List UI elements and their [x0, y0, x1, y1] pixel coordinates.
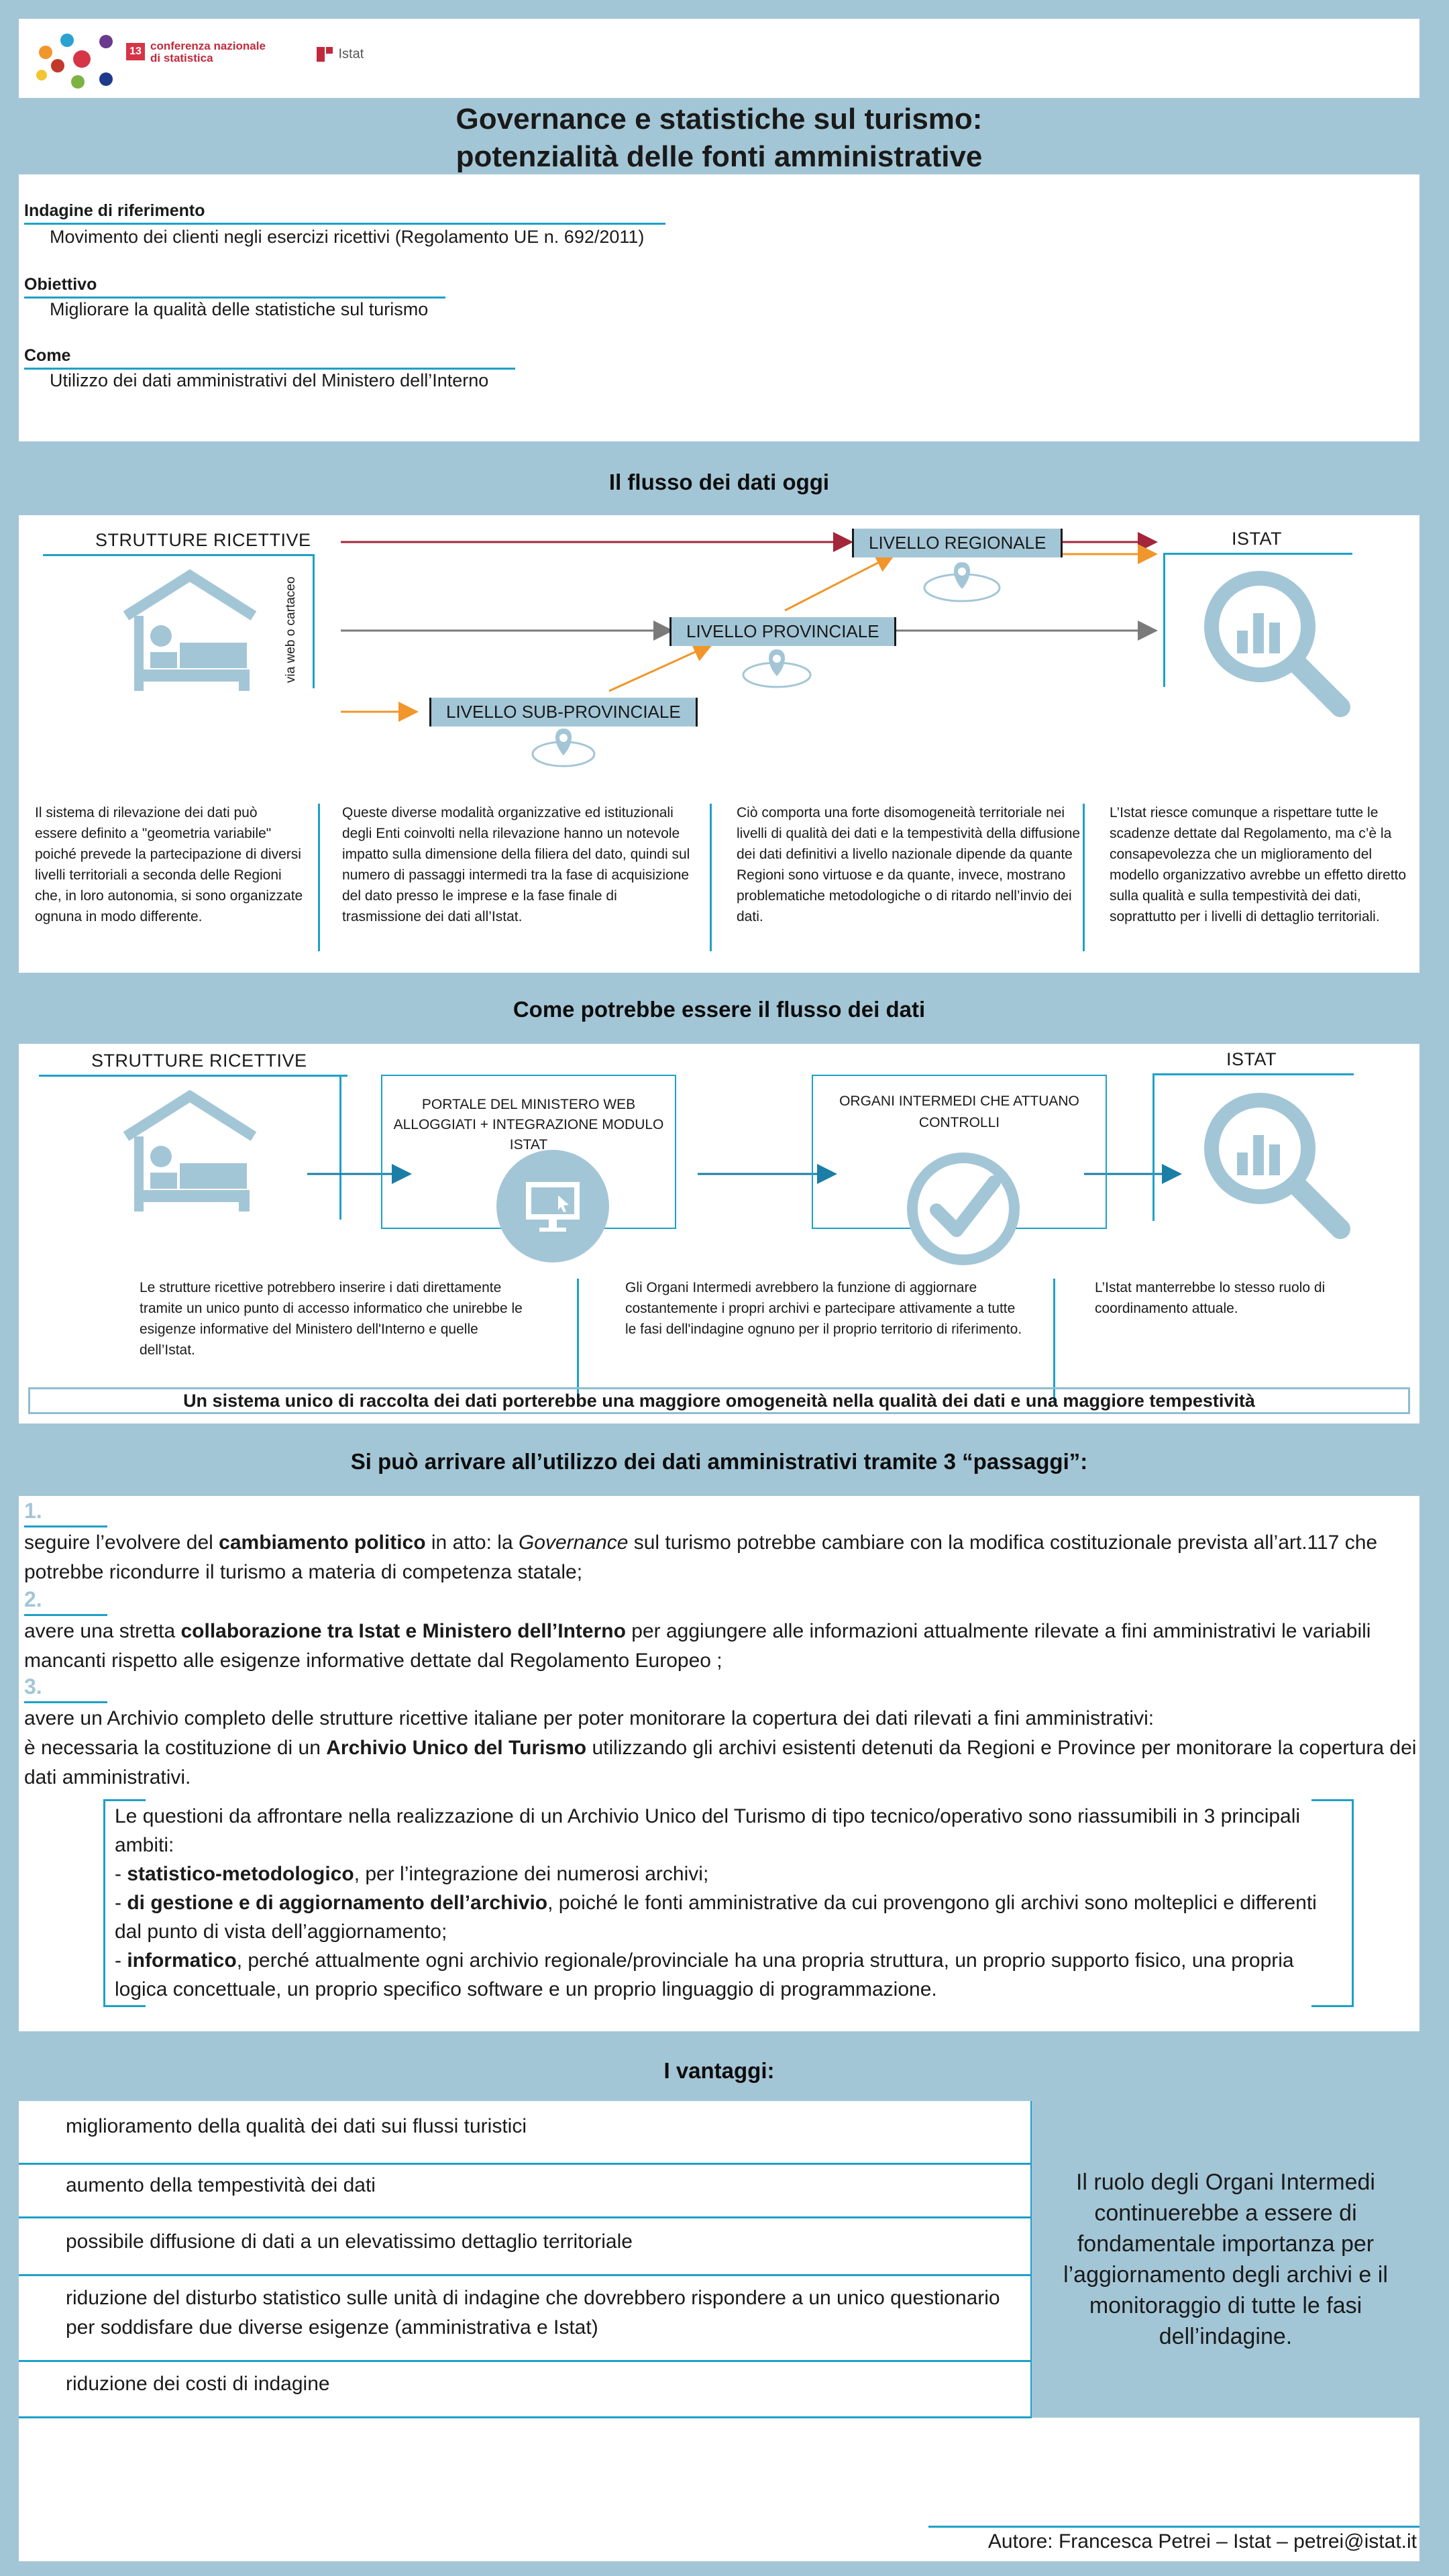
archive-box-bottom-left [105, 2005, 146, 2007]
advantages-panel [19, 2101, 1419, 2561]
magnifier-chart-icon-future [1199, 1088, 1354, 1242]
conference-logo-icon [32, 27, 126, 91]
advantage-item-1: miglioramento della qualità dei dati sui flussi turistici [66, 2115, 527, 2137]
flow-today-strutture-label: STRUTTURE RICETTIVE [95, 530, 311, 550]
computer-circle-icon [495, 1148, 610, 1264]
step-3-text-b3: utilizzando gli archivi esistenti detenuti da Regioni e Province per monitorare la copertura dei dati amministrativi. [24, 1737, 1417, 1788]
archive-box-item-3-rest: , perché attualmente ogni archivio regionale/provinciale ha una propria struttura, un proprio supporto fisico, una propria logica concettuale, un proprio specifico software e un proprio linguaggio di programmazione. [115, 1949, 1294, 2000]
intro-label-come: Come [24, 346, 71, 365]
step-1-number: 1. [24, 1499, 42, 1523]
flow-today-col-3: Ciò comporta una forte disomogeneità territoriale nei livelli di qualità dei dati e la tempestività della diffusione dei dati definitivi a livello nazionale dipende da quante Regioni sono virtuose e da quante, invece, mostrano problematiche metodologiche o di ritardo nell’invio dei dati. [737, 805, 1081, 924]
flow-future-divider-1 [577, 1279, 579, 1403]
step-1-text [24, 1528, 1418, 1587]
advantage-sep-4 [19, 2360, 1032, 2362]
archive-box-item-2-rest: , poiché le fonti amministrative da cui provengono gli archivi sono molteplici e differenti dal punto di vista dell’aggiornamento; [115, 1892, 1317, 1943]
header-bar [19, 19, 1419, 98]
flow-future-conclusion: Un sistema unico di raccolta dei dati porterebbe una maggiore omogeneità nella qualità dei dati e una maggiore tempestività [28, 1387, 1410, 1414]
step-2-text [24, 1617, 1418, 1676]
flow-future-col-3: L’Istat manterrebbe lo stesso ruolo di coordinamento attuale. [1095, 1280, 1326, 1316]
conference-number: 13 [126, 43, 145, 60]
livello-regionale-label: LIVELLO REGIONALE [852, 529, 1063, 557]
flow-today-istat-vline [1163, 553, 1165, 687]
advantage-sep-3 [19, 2274, 1032, 2276]
location-pin-icon-subprovinciale [523, 723, 604, 770]
flow-future-divider-2 [1053, 1279, 1055, 1403]
archive-box-item-3-bold: informatico [127, 1949, 237, 1972]
archive-box-bottom-right [1311, 2005, 1352, 2007]
archive-box-top-right [1311, 1799, 1352, 1801]
intro-panel [19, 174, 1419, 441]
step-2-text-a: avere una stretta [24, 1620, 181, 1642]
step-3-line [24, 1701, 107, 1703]
advantages-side-note-text: Il ruolo degli Organi Intermedi continuerebbe a essere di fondamentale importanza per l’aggiornamento degli archivi e il monitoraggio di tutte le fasi dell’indagine. [1063, 2169, 1388, 2349]
step-1-text-a: seguire l’evolvere del [24, 1532, 219, 1554]
step-1-text-e: sul turismo potrebbe cambiare con la modifica costituzionale prevista all’art.117 che potrebbe ricondurre il turismo a materia di competenza statale; [24, 1532, 1378, 1583]
archive-box-intro: Le questioni da affrontare nella realizzazione di un Archivio Unico del Turismo di tipo tecnico/operativo sono riassumibili in 3 principali ambiti: [115, 1805, 1301, 1856]
magnifier-chart-icon [1199, 566, 1354, 720]
archive-box-item-3 [115, 1946, 1342, 2004]
steps-panel [19, 1496, 1419, 2031]
advantage-item-2: aumento della tempestività dei dati [66, 2174, 376, 2196]
archive-box-item-1-rest: , per l’integrazione dei numerosi archivi; [354, 1863, 709, 1885]
page-title [19, 101, 1419, 176]
step-1-text-b: cambiamento politico [219, 1532, 426, 1554]
archive-box-item-2-bold: di gestione e di aggiornamento dell’archivio [127, 1892, 548, 1914]
flow-future-title: Come potrebbe essere il flusso dei dati [513, 997, 926, 1022]
istat-logo-icon [315, 44, 335, 64]
checkmark-circle-icon [906, 1151, 1021, 1267]
archive-box-dash-3: - [115, 1949, 127, 1972]
step-3-number: 3. [24, 1674, 42, 1699]
archive-box-item-2 [115, 1888, 1342, 1946]
step-1-text-d: Governance [518, 1532, 629, 1554]
archive-box-item-1 [115, 1860, 1342, 1888]
flow-today-col-4: L’Istat riesce comunque a rispettare tutte le scadenze dettate dal Regolamento, ma c’è la consapevolezza che un miglioramento del modello organizzativo avrebbe un effetto diretto sulla qualità e sulla tempestività dei dati, soprattutto per i livelli di dettaglio territoriali. [1110, 805, 1407, 924]
flow-future-istat-vline [1152, 1073, 1155, 1221]
step-3-text-a: avere un Archivio completo delle strutture ricettive italiane per poter monitorare la copertura dei dati rilevati a fini amministrativi: [24, 1707, 1155, 1729]
flow-today-divider-1 [318, 804, 320, 951]
step-2-text-c: per aggiungere alle informazioni attualmente rilevate a fini amministrativi le variabili mancanti rispetto alle esigenze informative dettate dal Regolamento Europeo ; [24, 1620, 1371, 1672]
step-1-line [24, 1525, 107, 1527]
istat-logo [315, 44, 364, 64]
step-2-text-b: collaborazione tra Istat e Ministero dell’Interno [180, 1620, 626, 1642]
archive-box-dash-1: - [115, 1863, 127, 1885]
flow-today-istat-label: ISTAT [1232, 529, 1282, 549]
flow-today-channel-label: via web o cartaceo [284, 576, 298, 683]
flow-today-col-2: Queste diverse modalità organizzative ed istituzionali degli Enti coinvolti nella rilevazione hanno un notevole impatto sulla dimensione della filiera del dato, quindi sul numero di passaggi intermedi tra la fase di acquisizione del dato presso le imprese e la fase finale di trasmissione dei dati all’Istat. [342, 805, 690, 924]
flow-future-istat-label: ISTAT [1226, 1049, 1277, 1069]
page-title-line1: Governance e statistiche sul turismo: [455, 103, 983, 136]
organi-box-label: ORGANI INTERMEDI CHE ATTUANO CONTROLLI [839, 1093, 1079, 1130]
intro-text-come: Utilizzo dei dati amministrativi del Ministero dell’Interno [50, 370, 489, 390]
livello-provinciale-label: LIVELLO PROVINCIALE [669, 617, 896, 646]
steps-title: Si può arrivare all’utilizzo dei dati amministrativi tramite 3 “passaggi”: [350, 1449, 1088, 1474]
flow-today-divider-2 [710, 804, 712, 951]
portale-box-label: PORTALE DEL MINISTERO WEB ALLOGGIATI + INTEGRAZIONE MODULO ISTAT [393, 1097, 664, 1152]
step-3-text-b1: è necessaria la costituzione di un [24, 1737, 327, 1759]
flow-future-col-2: Gli Organi Intermedi avrebbero la funzione di aggiornare costantemente i propri archivi e partecipare attivamente a tutte le fasi dell'indagine ognuno per il proprio territorio di riferimento. [625, 1280, 1022, 1337]
archive-box-text [115, 1802, 1342, 2004]
conference-name: conferenza nazionale di statistica [150, 40, 266, 64]
location-pin-icon-provinciale [737, 644, 817, 691]
istat-logo-text: Istat [338, 46, 364, 62]
flow-today-col-1: Il sistema di rilevazione dei dati può essere definito a "geometria variabile" poiché prevede la partecipazione di diversi livelli territoriali a seconda delle Regioni che, in loro autonomia, si sono organizzate ognuna in modo differente. [35, 805, 303, 924]
step-1-text-c: in atto: la [425, 1532, 519, 1554]
flow-future-istat-line [1152, 1073, 1354, 1075]
flow-future-panel [19, 1044, 1419, 1424]
intro-line-obiettivo [24, 297, 445, 299]
step-2-number: 2. [24, 1587, 42, 1611]
footer-line [928, 2526, 1419, 2528]
archive-issues-box [103, 1799, 1354, 2007]
step-3-text [24, 1704, 1418, 1792]
archive-box-item-1-bold: statistico-metodologico [127, 1863, 354, 1885]
livello-subprovinciale-label: LIVELLO SUB-PROVINCIALE [429, 698, 698, 727]
page-title-line2: potenzialità delle fonti amministrative [455, 140, 983, 173]
flow-today-divider-3 [1083, 804, 1085, 951]
advantage-item-4: riduzione del disturbo statistico sulle unità di indagine che dovrebbero rispondere a un unico questionario per soddisfare due diverse esigenze (amministrativa e Istat) [66, 2287, 1000, 2339]
step-2-line [24, 1614, 107, 1616]
location-pin-icon-regionale [922, 557, 1002, 604]
advantages-side-note [1032, 2101, 1419, 2418]
advantage-item-5: riduzione dei costi di indagine [66, 2373, 330, 2395]
advantage-sep-1 [19, 2163, 1032, 2165]
archive-box-top-left [105, 1799, 146, 1801]
advantages-title: I vantaggi: [663, 2058, 775, 2083]
footer-author: Autore: Francesca Petrei – Istat – petrei@istat.it [987, 2530, 1417, 2553]
flow-today-panel [19, 515, 1419, 973]
intro-line-indagine [24, 223, 665, 225]
flow-future-strutture-label: STRUTTURE RICETTIVE [91, 1051, 307, 1071]
intro-label-indagine: Indagine di riferimento [24, 201, 205, 220]
step-3-text-b2: Archivio Unico del Turismo [326, 1737, 587, 1759]
advantage-sep-5 [19, 2416, 1032, 2418]
intro-line-come [24, 368, 515, 370]
intro-label-obiettivo: Obiettivo [24, 275, 97, 294]
flow-future-col-1: Le strutture ricettive potrebbero inserire i dati direttamente tramite un unico punto di accesso informatico che unirebbe le esigenze informative del Ministero dell'Interno e quelle dell’Istat. [140, 1280, 523, 1358]
advantage-item-3: possibile diffusione di dati a un elevatissimo dettaglio territoriale [66, 2231, 633, 2253]
step-3-text-b [24, 1733, 1418, 1792]
advantage-sep-2 [19, 2216, 1032, 2218]
flow-today-istat-line [1163, 553, 1352, 555]
intro-text-obiettivo: Migliorare la qualità delle statistiche sul turismo [50, 299, 429, 319]
intro-text-indagine: Movimento dei clienti negli esercizi ricettivi (Regolamento UE n. 692/2011) [50, 227, 645, 247]
flow-today-title: Il flusso dei dati oggi [608, 470, 830, 494]
archive-box-dash-2: - [115, 1892, 127, 1914]
